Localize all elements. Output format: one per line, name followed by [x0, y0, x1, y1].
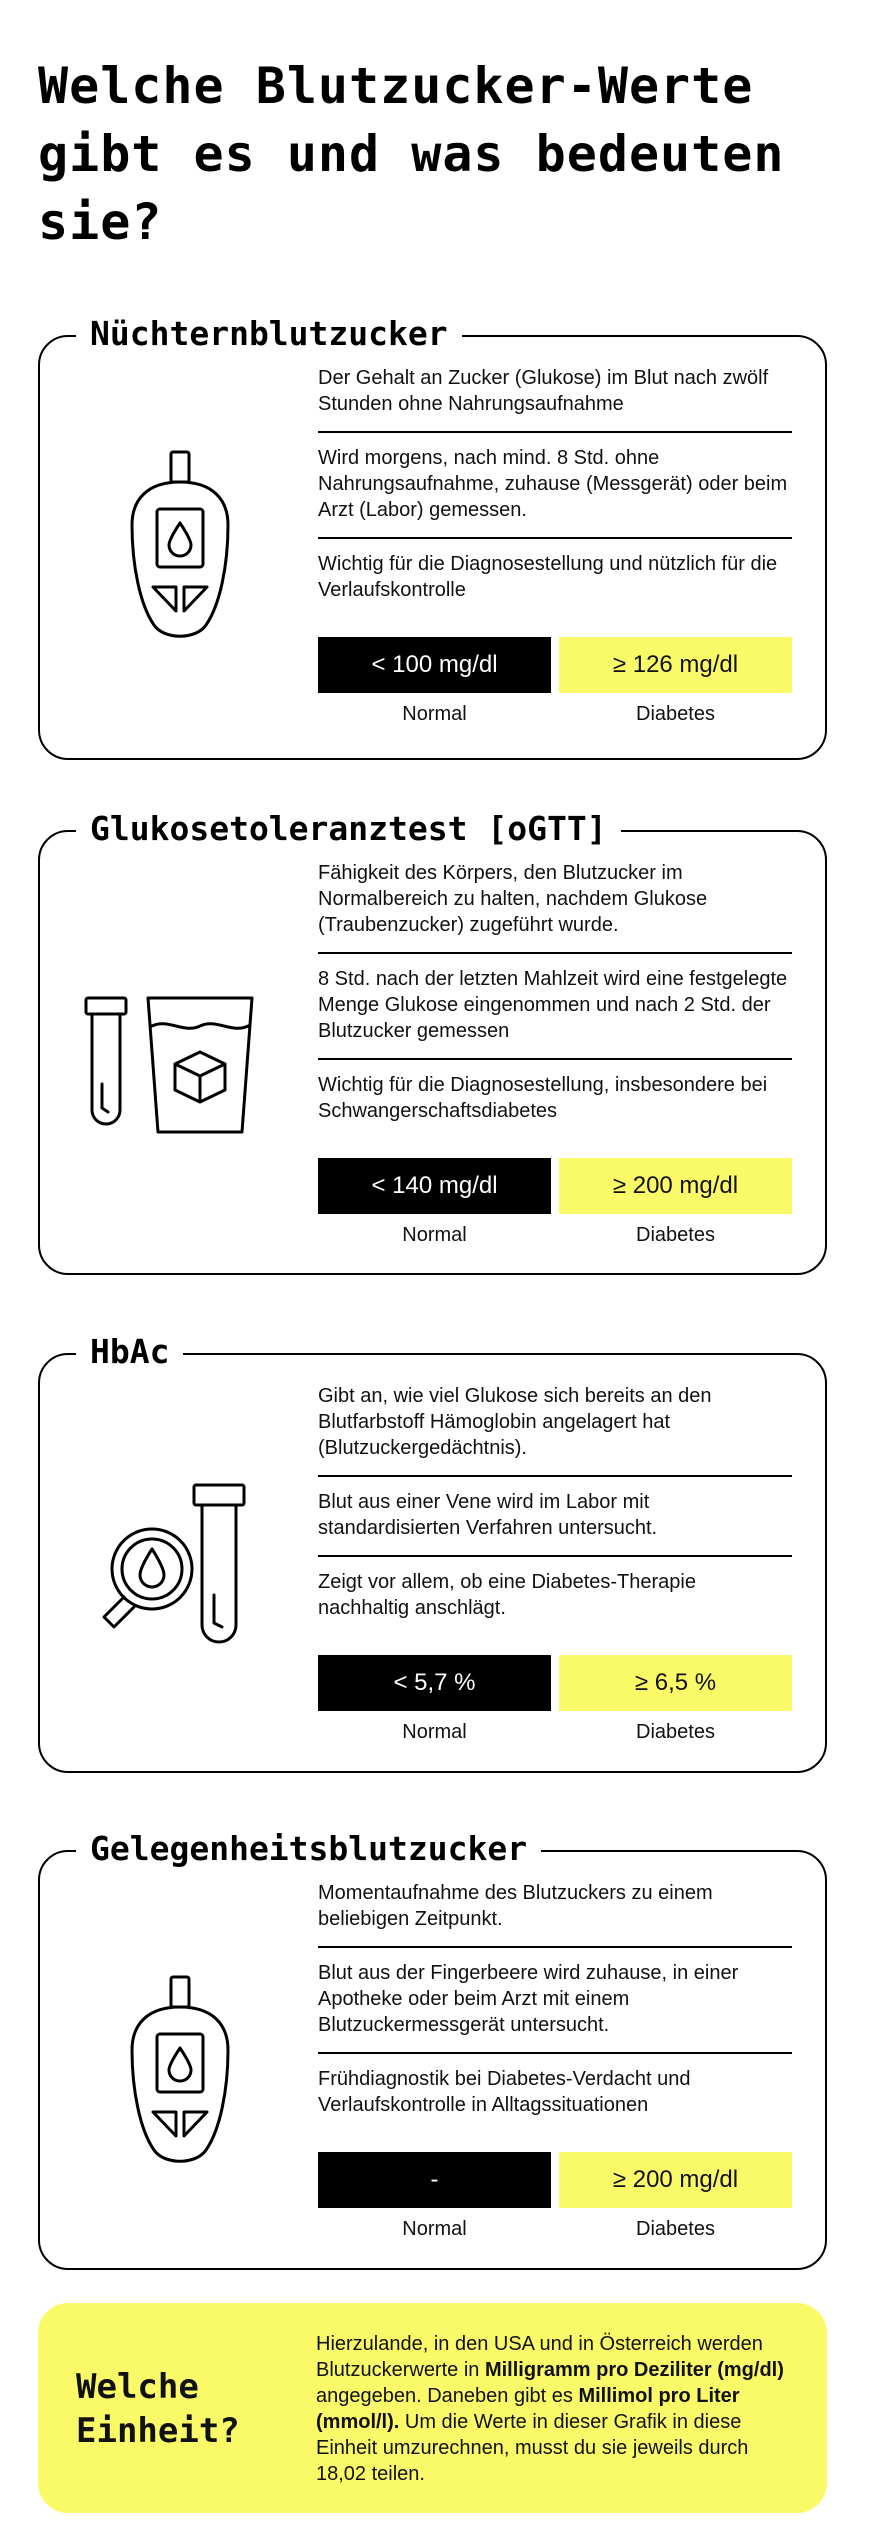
section-title: Gelegenheitsblutzucker — [76, 1826, 541, 1872]
glucose-meter-icon — [60, 397, 300, 697]
test-tube-and-glass-icon — [60, 912, 300, 1212]
normal-label: Normal — [402, 703, 467, 725]
unit-info-box — [38, 2303, 827, 2513]
section-gelegenheitsblutzucker — [38, 1829, 827, 2270]
diabetes-label: Diabetes — [636, 1721, 715, 1743]
diabetes-label: Diabetes — [636, 1224, 715, 1246]
description: Momentaufnahme des Blutzuckers zu einem beliebigen Zeitpunkt. — [318, 1868, 792, 1948]
unit-text-part: angegeben. Daneben gibt es — [316, 2385, 579, 2407]
diabetes-value: ≥ 200 mg/dl — [559, 1158, 792, 1214]
description: Der Gehalt an Zucker (Glukose) im Blut nach zwölf Stunden ohne Nahrungsaufnahme — [318, 353, 792, 433]
description: Blut aus der Fingerbeere wird zuhause, in einer Apotheke oder beim Arzt mit einem Blutzuckermessgerät untersucht. — [318, 1948, 792, 2054]
normal-label: Normal — [402, 2218, 467, 2240]
diabetes-value: ≥ 6,5 % — [559, 1655, 792, 1711]
value-row — [318, 637, 792, 693]
description: 8 Std. nach der letzten Mahlzeit wird eine festgelegte Menge Glukose eingenommen und nach 2 Std. der Blutzucker gemessen — [318, 954, 792, 1060]
section-glukosetoleranztest — [38, 809, 827, 1275]
section-content — [318, 1868, 792, 2242]
diabetes-label: Diabetes — [636, 2218, 715, 2240]
value-row — [318, 2152, 792, 2208]
unit-text — [316, 2331, 786, 2487]
normal-value: < 140 mg/dl — [318, 1158, 551, 1214]
normal-value: - — [318, 2152, 551, 2208]
description: Wichtig für die Diagnosestellung und nützlich für die Verlaufskontrolle — [318, 553, 778, 601]
unit-text-part: Hierzulande, in den USA und in Österreich werden Blutzuckerwerte in — [316, 2333, 763, 2381]
section-content — [318, 848, 792, 1248]
section-nuechternblutzucker — [38, 314, 827, 760]
value-row — [318, 1655, 792, 1711]
section-hbac — [38, 1332, 827, 1773]
normal-label: Normal — [402, 1224, 467, 1246]
section-content — [318, 1371, 792, 1745]
normal-value: < 5,7 % — [318, 1655, 551, 1711]
normal-value: < 100 mg/dl — [318, 637, 551, 693]
unit-text-part: Um die Werte in dieser Grafik in diese Einheit umzurechnen, musst du sie jeweils durch 18,02 teilen. — [316, 2411, 749, 2485]
magnifier-test-tube-icon — [60, 1415, 300, 1715]
section-content — [318, 353, 792, 727]
section-title: Glukosetoleranztest [oGTT] — [76, 806, 621, 852]
description: Blut aus einer Vene wird im Labor mit standardisierten Verfahren untersucht. — [318, 1477, 792, 1557]
description: Wichtig für die Diagnosestellung, insbesondere bei Schwangerschaftsdiabetes — [318, 1074, 768, 1122]
description: Wird morgens, nach mind. 8 Std. ohne Nahrungsaufnahme, zuhause (Messgerät) oder beim Arzt (Labor) gemessen. — [318, 433, 792, 539]
glucose-meter-icon — [60, 1922, 300, 2222]
description: Fähigkeit des Körpers, den Blutzucker im Normalbereich zu halten, nachdem Glukose (Traubenzucker) zugeführt wurde. — [318, 848, 792, 954]
description: Frühdiagnostik bei Diabetes-Verdacht und Verlaufskontrolle in Alltagssituationen — [318, 2068, 691, 2116]
diabetes-value: ≥ 200 mg/dl — [559, 2152, 792, 2208]
unit-text-bold: Milligramm pro Deziliter (mg/dl) — [484, 2359, 784, 2381]
value-row — [318, 1158, 792, 1214]
description: Gibt an, wie viel Glukose sich bereits an den Blutfarbstoff Hämoglobin angelagert hat (Blutzuckergedächtnis). — [318, 1371, 792, 1477]
page-title: Welche Blutzucker-Werte gibt es und was bedeuten sie? — [38, 57, 785, 251]
normal-label: Normal — [402, 1721, 467, 1743]
value-labels — [318, 2216, 792, 2242]
section-title: HbAc — [76, 1329, 183, 1375]
value-labels — [318, 1719, 792, 1745]
unit-title: Welche Einheit? — [76, 2367, 240, 2451]
value-labels — [318, 701, 792, 727]
description: Zeigt vor allem, ob eine Diabetes-Therapie nachhaltig anschlägt. — [318, 1571, 696, 1619]
value-labels — [318, 1222, 792, 1248]
diabetes-label: Diabetes — [636, 703, 715, 725]
diabetes-value: ≥ 126 mg/dl — [559, 637, 792, 693]
section-title: Nüchternblutzucker — [76, 311, 462, 357]
unit-text-bold: Millimol pro Liter (mmol/l). — [316, 2385, 740, 2433]
